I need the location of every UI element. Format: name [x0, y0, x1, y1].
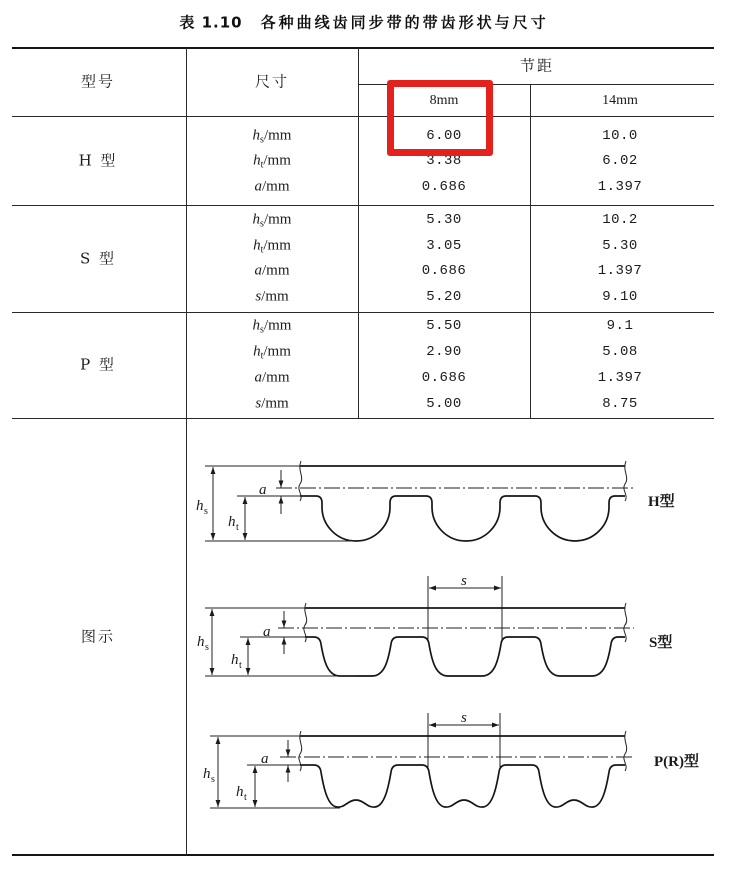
p-type-profile — [203, 710, 699, 808]
model-p-type: P 型 — [80, 355, 116, 374]
illustration-label: 图示 — [80, 627, 116, 646]
dimension-symbol: h — [252, 127, 261, 144]
p-type-profile-name: P(R)型 — [654, 754, 699, 770]
header-pitch: 节距 — [519, 56, 555, 75]
h-type-ht-subscript: t — [236, 522, 239, 533]
s-type-hs-symbol: h — [197, 634, 205, 650]
dimension-subscript: t — [260, 159, 264, 171]
h-type-tooth-outline — [300, 496, 625, 541]
dimension-symbol: h — [253, 237, 261, 254]
p-type-group-rule — [12, 418, 714, 419]
s-type-ht-subscript: t — [239, 660, 242, 671]
value-8mm: 6.00 — [426, 128, 462, 144]
value-14mm: 8.75 — [602, 396, 638, 412]
dimension-label — [254, 264, 289, 279]
header-pitch-14mm: 14mm — [602, 93, 638, 108]
h-type-ht-symbol: h — [228, 514, 236, 530]
header-pitch-8mm: 8mm — [429, 93, 459, 108]
value-14mm: 1.397 — [597, 370, 643, 386]
s-type-profile-name: S型 — [649, 635, 673, 651]
dimension-subscript: s — [260, 324, 264, 336]
dimension-unit: /mm — [261, 395, 289, 412]
dimension-label — [253, 345, 291, 360]
dimension-label — [255, 397, 288, 412]
dimension-symbol: a — [254, 178, 262, 195]
h-type-profile — [196, 461, 675, 541]
value-8mm: 5.30 — [426, 212, 462, 228]
dimension-label — [255, 290, 288, 305]
p-type-ht-subscript: t — [244, 792, 247, 803]
value-14mm: 9.10 — [602, 289, 638, 305]
dimension-unit: /mm — [263, 317, 292, 334]
h-type-profile-name: H型 — [648, 494, 675, 510]
dimension-unit: /mm — [263, 152, 291, 169]
value-8mm: 5.00 — [426, 396, 462, 412]
p-type-ht-symbol: h — [236, 784, 244, 800]
dimension-symbol: h — [253, 343, 261, 360]
table-title — [179, 13, 549, 32]
dimension-symbol: s — [255, 288, 262, 305]
p-type-right-break-line — [624, 731, 627, 771]
h-type-hs-subscript: s — [204, 506, 208, 517]
value-8mm: 5.50 — [426, 318, 462, 334]
dimension-unit: /mm — [261, 369, 290, 386]
h-type-group-rule — [12, 205, 714, 206]
p-type-hs-subscript: s — [211, 774, 215, 785]
model-s-type: S 型 — [79, 249, 117, 268]
dimension-unit: /mm — [261, 178, 290, 195]
dimension-label — [253, 213, 292, 228]
dimension-symbol: a — [254, 369, 262, 386]
value-14mm: 10.0 — [602, 128, 638, 144]
s-type-s-symbol: s — [461, 573, 467, 589]
model-column-divider — [186, 48, 187, 855]
h-type-left-break-line — [299, 461, 302, 501]
header-dimension: 尺寸 — [254, 72, 290, 91]
dimension-symbol: h — [252, 317, 261, 334]
s-type-profile — [197, 573, 672, 676]
p-type-hs-symbol: h — [203, 766, 211, 782]
value-14mm: 1.397 — [597, 263, 643, 279]
value-14mm: 5.08 — [602, 344, 638, 360]
dimension-subscript: s — [260, 134, 264, 146]
dimension-unit: /mm — [263, 211, 292, 228]
s-type-tooth-outline — [305, 637, 625, 676]
value-8mm: 3.38 — [426, 153, 462, 169]
header-model: 型号 — [80, 72, 116, 91]
h-type-hs-symbol: h — [196, 498, 204, 514]
table-bottom-rule — [12, 854, 714, 856]
dimension-unit: /mm — [263, 343, 291, 360]
p-type-s-symbol: s — [461, 710, 467, 726]
value-8mm: 2.90 — [426, 344, 462, 360]
table-number: 表 1.10 — [179, 13, 243, 32]
dimension-label — [253, 154, 291, 169]
dimension-symbol: h — [252, 211, 261, 228]
value-14mm: 5.30 — [602, 238, 638, 254]
s-type-left-break-line — [304, 603, 307, 642]
value-14mm: 6.02 — [602, 153, 638, 169]
h-type-a-symbol: a — [259, 482, 267, 498]
dimension-unit: /mm — [263, 237, 291, 254]
value-14mm: 10.2 — [602, 212, 638, 228]
s-type-a-symbol: a — [263, 624, 271, 640]
pitch-column-divider — [530, 84, 531, 418]
dimension-unit: /mm — [261, 288, 289, 305]
dimension-label — [253, 129, 292, 144]
p-type-a-symbol: a — [261, 751, 269, 767]
s-type-right-break-line — [624, 603, 627, 642]
dimension-subscript: t — [260, 350, 264, 362]
dimension-label — [253, 239, 291, 254]
value-14mm: 1.397 — [597, 179, 643, 195]
s-type-group-rule — [12, 312, 714, 313]
header-bottom-rule — [12, 116, 714, 117]
dimension-symbol: a — [254, 262, 262, 279]
s-type-hs-subscript: s — [205, 642, 209, 653]
dimension-column-divider — [358, 48, 359, 418]
dimension-label — [254, 371, 289, 386]
dimension-label — [253, 319, 292, 334]
value-8mm: 5.20 — [426, 289, 462, 305]
s-type-ht-symbol: h — [231, 652, 239, 668]
value-14mm: 9.1 — [606, 318, 634, 334]
value-8mm: 0.686 — [421, 179, 467, 195]
dimension-symbol: h — [253, 152, 261, 169]
value-8mm: 0.686 — [421, 263, 467, 279]
table-caption: 各种曲线齿同步带的带齿形状与尺寸 — [260, 13, 549, 32]
h-type-right-break-line — [624, 461, 627, 501]
value-8mm: 0.686 — [421, 370, 467, 386]
dimension-unit: /mm — [263, 127, 292, 144]
dimension-subscript: s — [260, 218, 264, 230]
model-h-type: H 型 — [78, 151, 118, 170]
dimension-symbol: s — [255, 395, 262, 412]
p-type-tooth-outline — [300, 765, 625, 807]
table-top-rule — [12, 47, 714, 49]
dimension-label — [254, 180, 289, 195]
dimension-unit: /mm — [261, 262, 290, 279]
value-8mm: 3.05 — [426, 238, 462, 254]
p-type-left-break-line — [299, 731, 302, 771]
highlight-box — [387, 80, 493, 156]
dimension-subscript: t — [260, 244, 264, 256]
